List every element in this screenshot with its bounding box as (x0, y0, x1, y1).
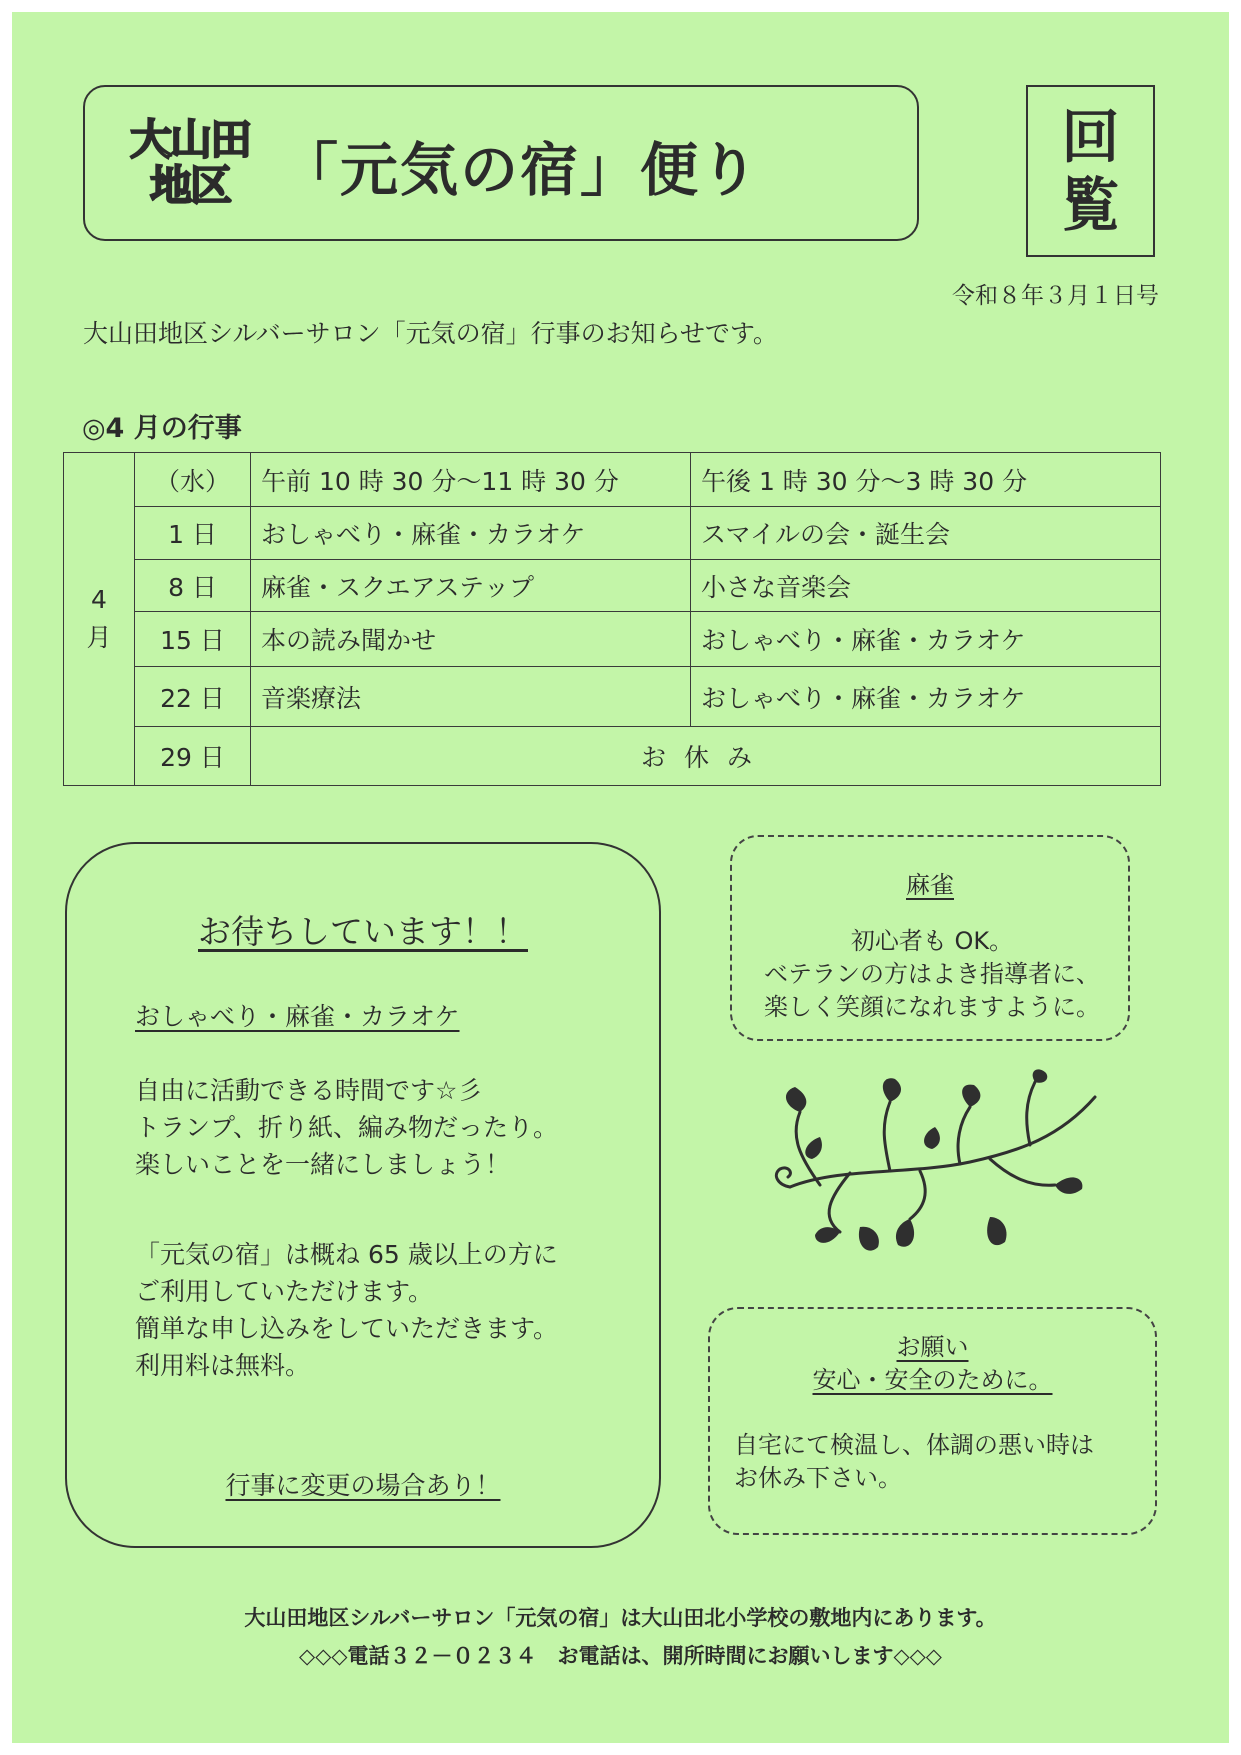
pm-activity: スマイルの会・誕生会 (691, 507, 1161, 559)
circulation-stamp (1026, 85, 1155, 257)
footer-phone: ◇◇◇電話３２－０２３４ お電話は、開所時間にお願いします◇◇◇ (299, 1644, 942, 1668)
table-row (64, 666, 1161, 727)
welcome-title (67, 906, 659, 953)
mahjong-body (760, 925, 1104, 1024)
date-cell: 15 日 (135, 612, 251, 666)
circulation-stamp-line-2: 覧 (1061, 171, 1120, 239)
table-row-closed (64, 727, 1161, 786)
mahjong-line: 楽しく笑顔になれますように。 (764, 993, 1100, 1021)
welcome-paragraph-2 (135, 1236, 558, 1384)
issue-date: 令和８年３月１日号 (952, 283, 1159, 309)
mahjong-title (732, 865, 1128, 900)
welcome-title-text: お待ちしています！！ (198, 912, 528, 951)
am-activity: 麻雀・スクエアステップ (251, 559, 691, 611)
table-row (64, 507, 1161, 559)
leafy-vine-illustration (760, 1067, 1116, 1287)
table-row (64, 559, 1161, 611)
paragraph-line: 「元気の宿」は概ね 65 歳以上の方に (135, 1240, 558, 1269)
date-cell: 22 日 (135, 666, 251, 727)
mahjong-box (730, 835, 1130, 1041)
day-header: （水） (135, 453, 251, 507)
pm-activity: おしゃべり・麻雀・カラオケ (691, 612, 1161, 666)
date-cell: 1 日 (135, 507, 251, 559)
pm-activity: 小さな音楽会 (691, 559, 1161, 611)
paragraph-line: 楽しいことを一緒にしましょう！ (135, 1150, 511, 1179)
section-heading: ◎4 月の行事 (82, 413, 242, 444)
title-box (83, 85, 919, 241)
table-row (64, 612, 1161, 666)
flyer-page (12, 12, 1229, 1743)
am-activity: 本の読み聞かせ (251, 612, 691, 666)
change-notice-text: 行事に変更の場合あり！ (225, 1471, 501, 1500)
paragraph-line: 簡単な申し込みをしていただきます。 (135, 1314, 559, 1343)
am-activity: 音楽療法 (251, 666, 691, 727)
district-line-2: 地区 (149, 161, 230, 210)
request-line: 自宅にて検温し、体調の悪い時は (734, 1431, 1094, 1459)
date-cell: 8 日 (135, 559, 251, 611)
request-body (734, 1429, 1094, 1495)
am-header: 午前 10 時 30 分～11 時 30 分 (251, 453, 691, 507)
schedule-table (63, 452, 1161, 786)
paragraph-line: 利用料は無料。 (135, 1351, 311, 1380)
month-number: 4 (91, 585, 107, 614)
mahjong-line: 初心者も OK。 (850, 927, 1014, 955)
change-notice (67, 1466, 659, 1502)
activities-line: おしゃべり・麻雀・カラオケ (135, 1002, 460, 1031)
footer-location: 大山田地区シルバーサロン「元気の宿」は大山田北小学校の敷地内にあります。 (244, 1606, 997, 1630)
request-title-line-2: 安心・安全のために。 (812, 1366, 1053, 1394)
pm-header: 午後 1 時 30 分～3 時 30 分 (691, 453, 1161, 507)
request-title (710, 1331, 1155, 1397)
mahjong-title-text: 麻雀 (906, 871, 954, 899)
district-label (125, 117, 255, 209)
am-activity: おしゃべり・麻雀・カラオケ (251, 507, 691, 559)
mahjong-line: ベテランの方はよき指導者に、 (764, 960, 1100, 988)
newsletter-title: 「元気の宿」便り (280, 136, 761, 204)
district-line-1: 大山田 (129, 115, 250, 164)
paragraph-line: ご利用していただけます。 (135, 1277, 434, 1306)
paragraph-line: 自由に活動できる時間です☆彡 (135, 1076, 483, 1105)
month-unit: 月 (86, 623, 112, 652)
request-title-line-1: お願い (896, 1333, 969, 1361)
date-cell: 29 日 (135, 727, 251, 786)
paragraph-line: トランプ、折り紙、編み物だったり。 (135, 1113, 559, 1142)
request-box (708, 1307, 1157, 1535)
welcome-box (65, 842, 661, 1548)
request-line: お休み下さい。 (734, 1464, 902, 1492)
closed-cell: お休み (251, 727, 1161, 786)
intro-text: 大山田地区シルバーサロン「元気の宿」行事のお知らせです。 (83, 319, 778, 348)
table-header-row (64, 453, 1161, 507)
pm-activity: おしゃべり・麻雀・カラオケ (691, 666, 1161, 727)
month-cell (64, 453, 135, 786)
circulation-stamp-line-1: 回 (1061, 103, 1120, 171)
welcome-paragraph-1 (135, 1072, 558, 1183)
